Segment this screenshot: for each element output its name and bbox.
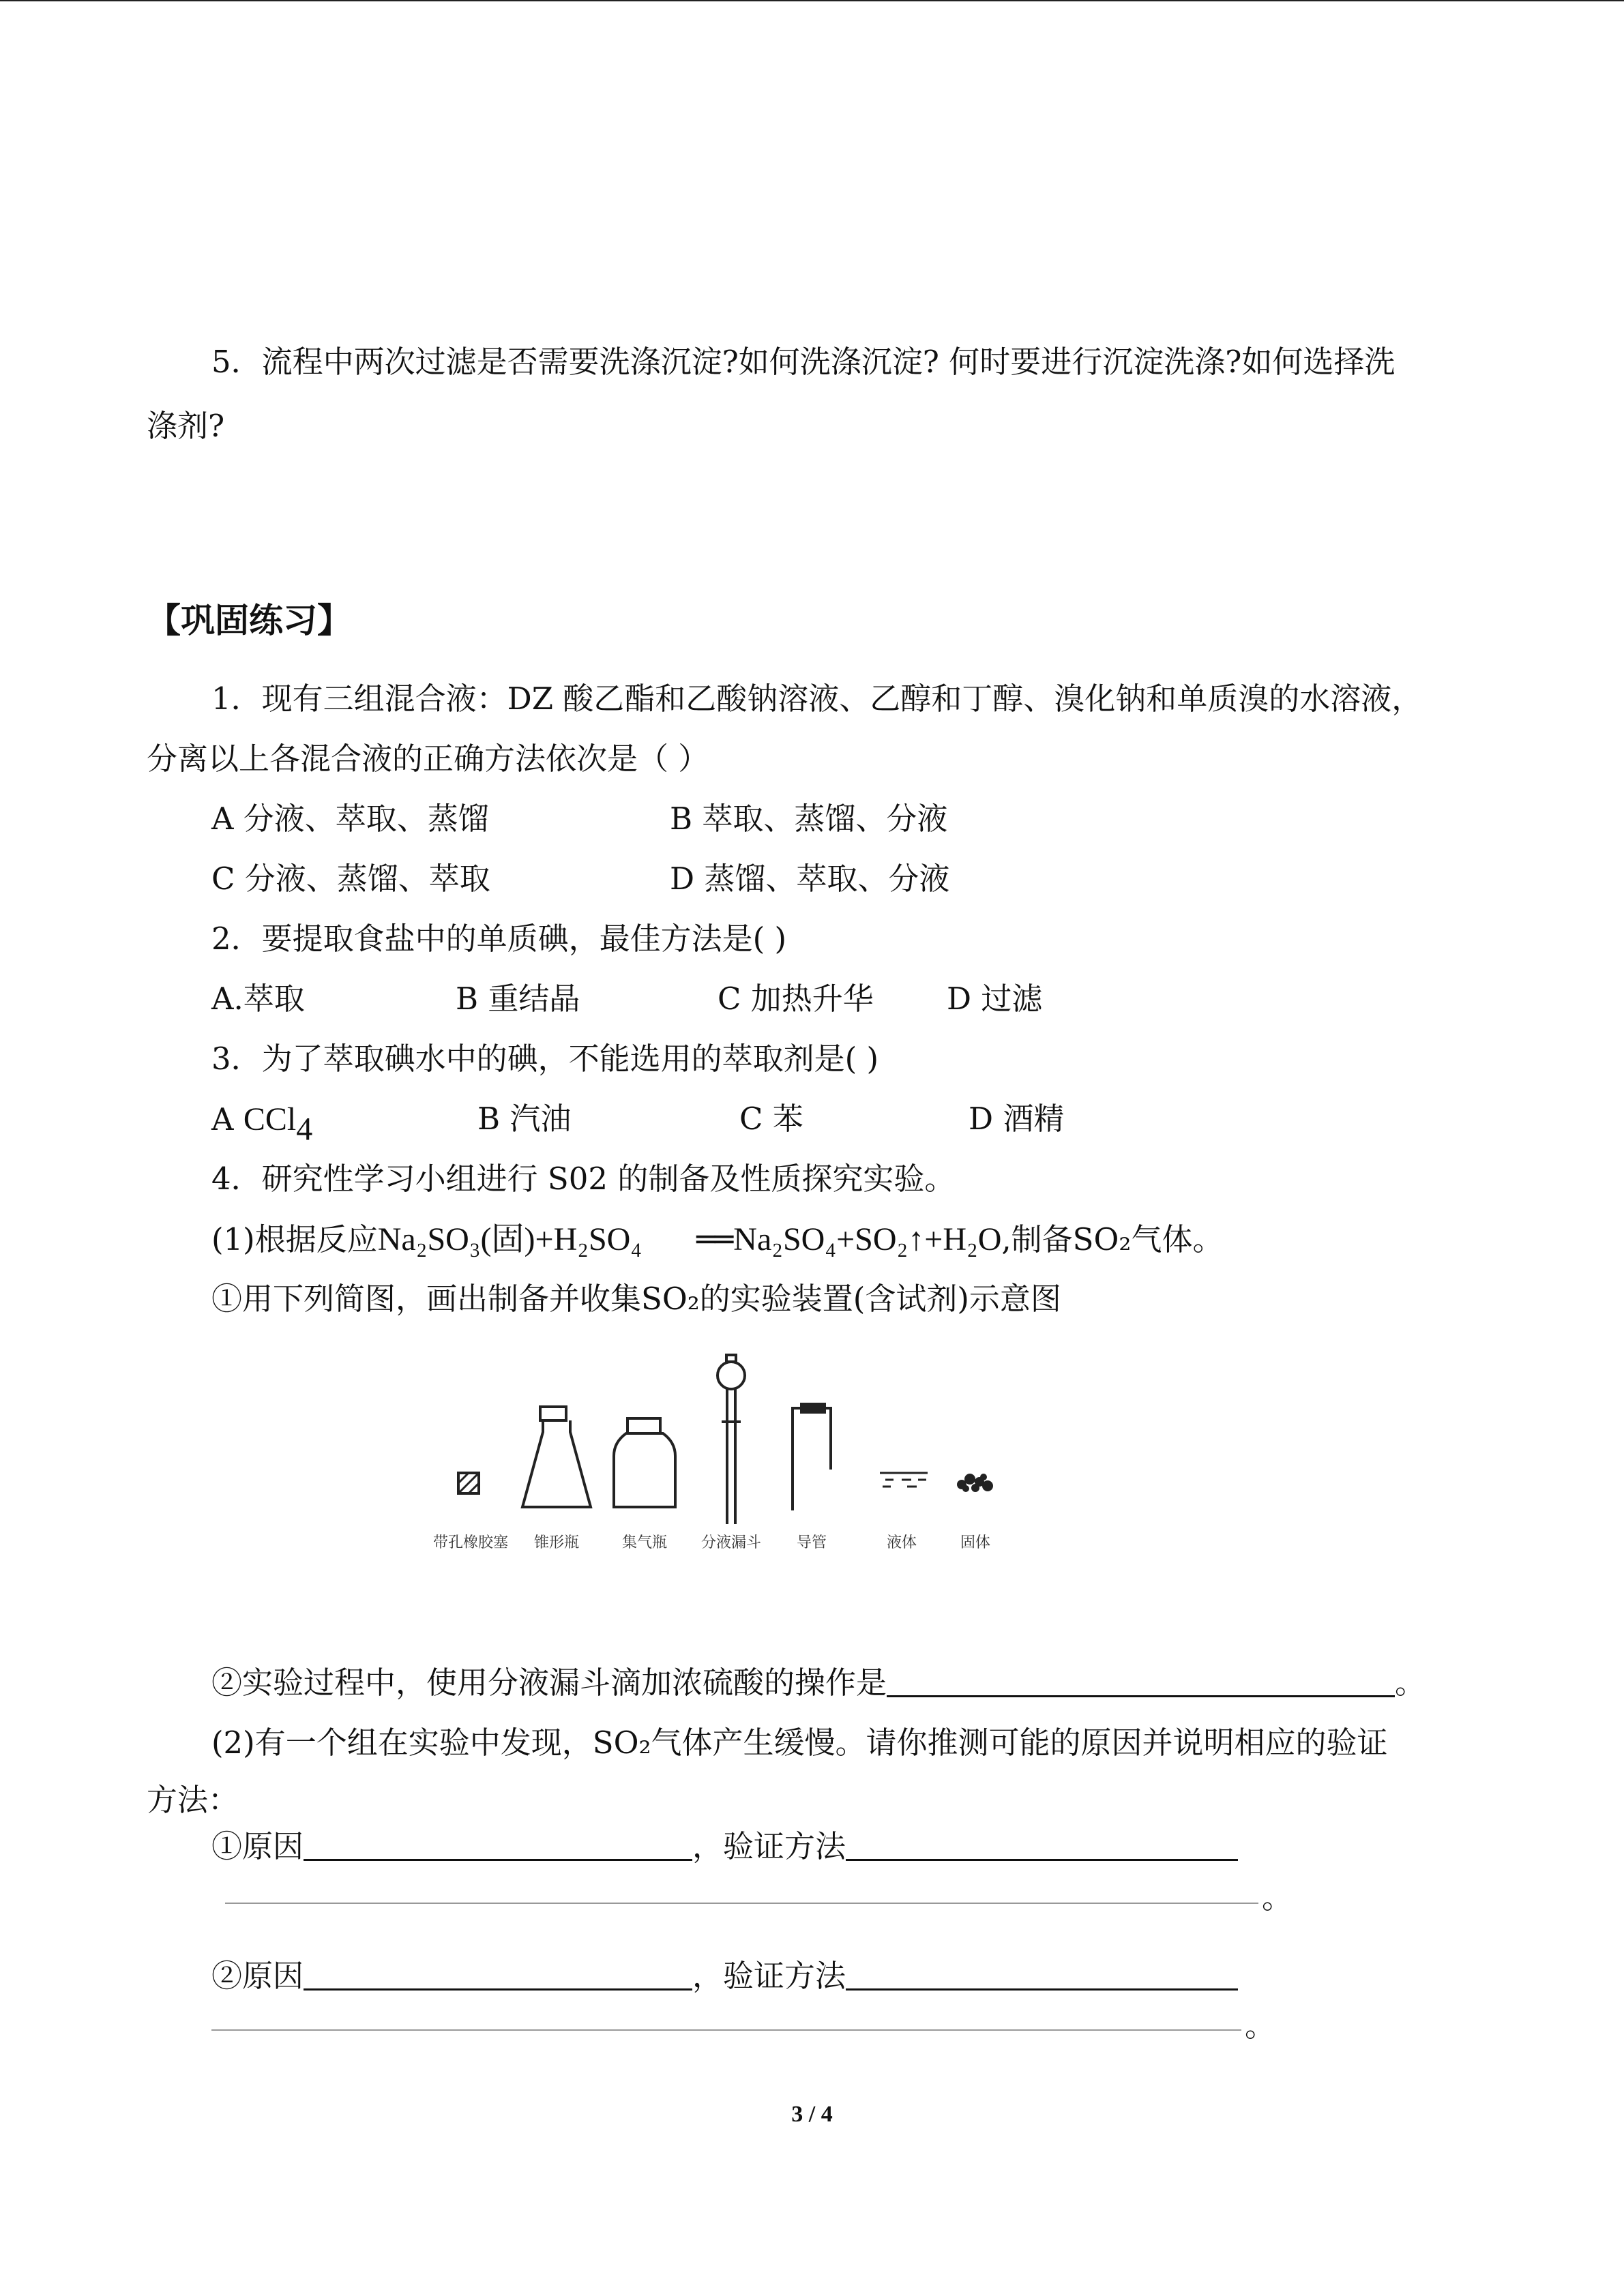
p4-sub2-prefix: ②实验过程中，使用分液漏斗滴加浓硫酸的操作是	[211, 1665, 887, 1701]
p1-stem-line1: 1．现有三组混合液：DZ 酸乙酯和乙酸钠溶液、乙醇和丁醇、溴化钠和单质溴的水溶液，	[211, 681, 1423, 717]
solid-icon	[958, 1474, 992, 1491]
separatory-funnel-icon	[718, 1355, 745, 1524]
p2-option-a: A.萃取	[211, 981, 305, 1017]
reason2-row	[211, 1958, 1238, 1994]
label-delivery-tube: 导管	[796, 1534, 827, 1551]
label-liquid: 液体	[886, 1534, 917, 1551]
p3-ccl: CCl	[243, 1101, 297, 1137]
label-solid: 固体	[960, 1534, 991, 1551]
p3-option-c: C 苯	[739, 1101, 803, 1137]
p3-option-d: D 酒精	[969, 1101, 1065, 1137]
p4-part2-line1: (2)有一个组在实验中发现，SO₂气体产生缓慢。请你推测可能的原因并说明相应的验证	[211, 1725, 1388, 1761]
q5-line2: 涤剂?	[147, 408, 225, 444]
reason2-label: ②原因	[211, 1958, 304, 1994]
reason1-label: ①原因	[211, 1828, 304, 1864]
p4-part1-suffix: ,制备SO₂气体。	[1001, 1221, 1224, 1257]
p4-reactant: Na₂SO₃(固)+H₂SO₄	[377, 1221, 643, 1257]
p4-stem: 4．研究性学习小组进行 S02 的制备及性质探究实验。	[211, 1161, 956, 1197]
apparatus-figure	[409, 1340, 1023, 1572]
verify2-end-mark: 。	[1245, 2008, 1276, 2044]
p2-stem: 2．要提取食盐中的单质碘，最佳方法是( )	[211, 921, 787, 957]
top-rule	[0, 0, 1624, 1]
p1-stem-line2: 分离以上各混合液的正确方法依次是（ ）	[147, 741, 709, 777]
answer-line-verify2-cont[interactable]	[211, 2029, 1241, 2031]
answer-blank-verify2[interactable]	[846, 1961, 1238, 1991]
p4-sub2-suffix: 。	[1395, 1665, 1426, 1701]
p3-option-b: B 汽油	[477, 1101, 572, 1137]
label-gas-jar: 集气瓶	[621, 1534, 668, 1551]
p4-part2-line2: 方法：	[147, 1782, 239, 1818]
p3-option-a-prefix: A	[211, 1101, 243, 1137]
p4-part1	[211, 1223, 1223, 1256]
p2-option-b: B 重结晶	[456, 981, 580, 1017]
stopper-icon	[458, 1473, 479, 1493]
answer-line-verify1-cont[interactable]	[225, 1903, 1258, 1904]
reason1-row	[211, 1828, 1238, 1864]
p4-part1-prefix: (1)根据反应	[211, 1221, 378, 1257]
p4-equals-arrow: ══	[696, 1221, 734, 1257]
verify1-end-mark: 。	[1262, 1879, 1293, 1915]
p4-sub2	[211, 1665, 1426, 1701]
p4-product: Na₂SO₄+SO₂↑+H₂O	[733, 1221, 1002, 1257]
p4-sub1: ①用下列简图，画出制备并收集SO₂的实验装置(含试剂)示意图	[211, 1281, 1061, 1317]
p3-option-a	[211, 1101, 313, 1148]
p3-ccl-sub: 4	[296, 1111, 313, 1148]
label-conical-flask: 锥形瓶	[533, 1534, 580, 1551]
liquid-icon	[880, 1473, 928, 1487]
p1-option-b: B 萃取、蒸馏、分液	[670, 801, 948, 837]
p2-option-d: D 过滤	[947, 981, 1043, 1017]
p1-option-c: C 分液、蒸馏、萃取	[211, 861, 490, 897]
section-title: 【巩固练习】	[147, 601, 351, 640]
conical-flask-icon	[522, 1407, 591, 1507]
label-separatory-funnel: 分液漏斗	[700, 1534, 762, 1551]
verify1-label: ，验证方法	[692, 1828, 846, 1864]
q5-line1: 5．流程中两次过滤是否需要洗涤沉淀?如何洗涤沉淀? 何时要进行沉淀洗涤?如何选择洗	[211, 344, 1396, 380]
verify2-label: ，验证方法	[692, 1958, 846, 1994]
p1-option-a: A 分液、萃取、蒸馏	[211, 801, 489, 837]
delivery-tube-icon	[793, 1404, 831, 1510]
p3-stem: 3．为了萃取碘水中的碘，不能选用的萃取剂是( )	[211, 1041, 879, 1077]
answer-blank-verify1[interactable]	[846, 1832, 1238, 1861]
answer-blank-reason1[interactable]	[304, 1832, 692, 1861]
page-number: 3 / 4	[791, 2102, 833, 2127]
answer-blank-reason2[interactable]	[304, 1961, 692, 1991]
gas-jar-icon	[614, 1418, 675, 1507]
p2-option-c: C 加热升华	[718, 981, 874, 1017]
label-stopper: 带孔橡胶塞	[432, 1534, 509, 1551]
p1-option-d: D 蒸馏、萃取、分液	[670, 861, 950, 897]
answer-blank-operation[interactable]	[887, 1668, 1395, 1697]
